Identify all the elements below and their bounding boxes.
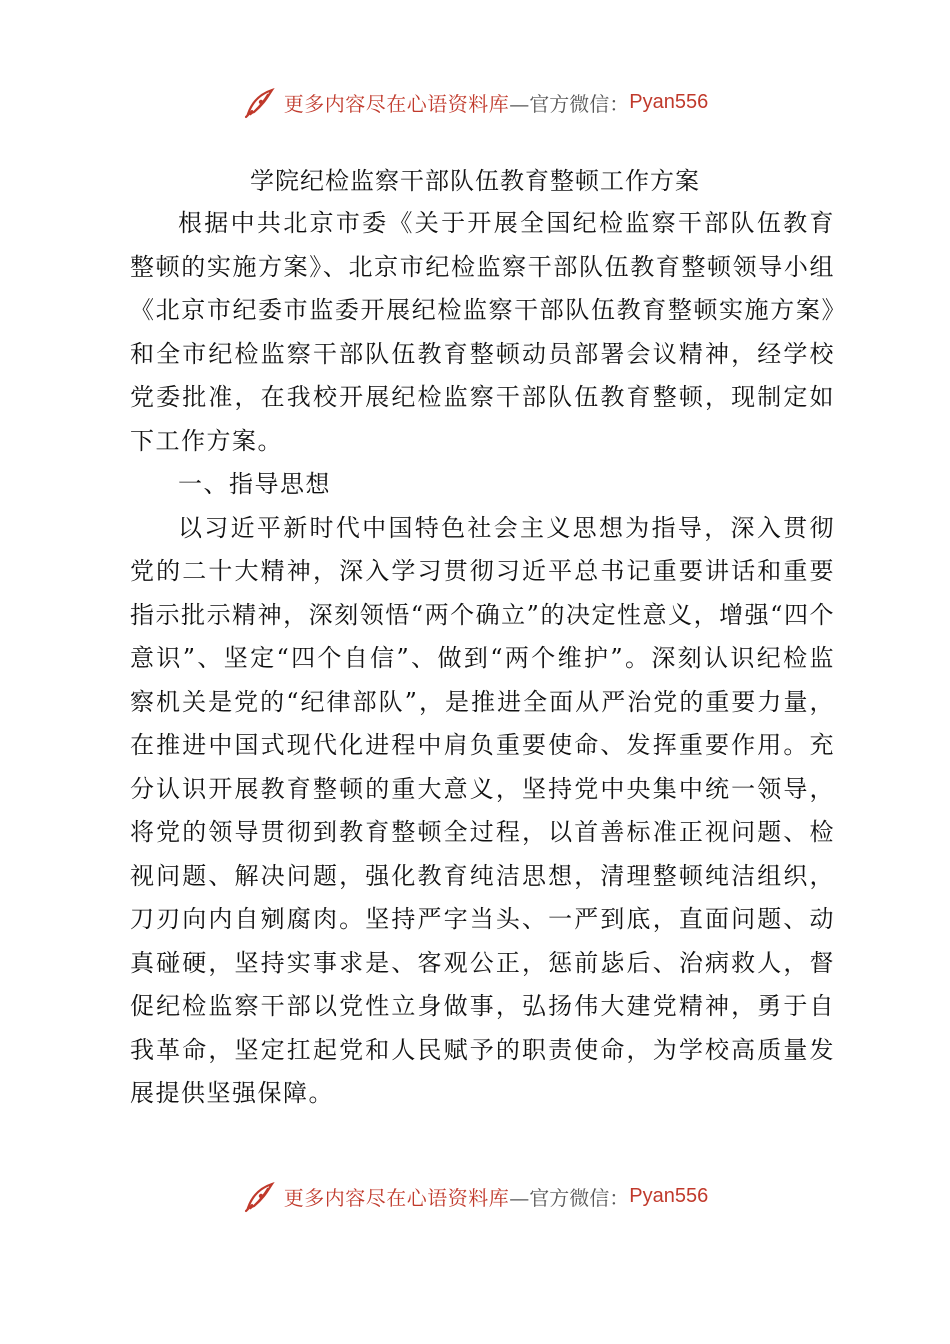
banner-wechat-id: Pyan556: [629, 1184, 709, 1207]
pen-nib-logo-icon: [242, 84, 278, 120]
section-heading: 一、指导思想: [178, 470, 331, 498]
banner-wechat-id: Pyan556: [629, 90, 709, 113]
document-body: [130, 202, 835, 1116]
pen-nib-logo-icon: [242, 1178, 278, 1214]
header-banner: [0, 82, 950, 122]
document-title: 学院纪检监察干部队伍教育整顿工作方案: [250, 167, 700, 195]
banner-text: 更多内容尽在心语资料库: [283, 91, 510, 116]
banner-wechat-label: —官方微信：: [509, 1185, 630, 1210]
footer-banner: [0, 1176, 950, 1216]
banner-wechat-label: —官方微信：: [509, 91, 630, 116]
banner-text: 更多内容尽在心语资料库: [283, 1185, 510, 1210]
intro-paragraph: 根据中共北京市委《关于开展全国纪检监察干部队伍教育整顿的实施方案》、北京市纪检监察干部队伍教育整顿领导小组《北京市纪委市监委开展纪检监察干部队伍教育整顿实施方案》和全市纪检监察干部队伍教育整顿动员部署会议精神，经学校党委批准，在我校开展纪检监察干部队伍教育整顿，现制定如下工作方案。: [130, 209, 835, 455]
section-paragraph: 以习近平新时代中国特色社会主义思想为指导，深入贯彻党的二十大精神，深入学习贯彻习近平总书记重要讲话和重要指示批示精神，深刻领悟“两个确立”的决定性意义，增强“四个意识”、坚定“四个自信”、做到“两个维护”。深刻认识纪检监察机关是党的“纪律部队”，是推进全面从严治党的重要力量，在推进中国式现代化进程中肩负重要使命、发挥重要作用。充分认识开展教育整顿的重大意义，坚持党中央集中统一领导，将党的领导贯彻到教育整顿全过程，以首善标准正视问题、检视问题、解决问题，强化教育纯洁思想，清理整顿纯洁组织，刀刃向内自剜腐肉。坚持严字当头、一严到底，直面问题、动真碰硬，坚持实事求是、客观公正，惩前毖后、治病救人，督促纪检监察干部以党性立身做事，弘扬伟大建党精神，勇于自我革命，坚定扛起党和人民赋予的职责使命，为学校高质量发展提供坚强保障。: [130, 513, 835, 1107]
